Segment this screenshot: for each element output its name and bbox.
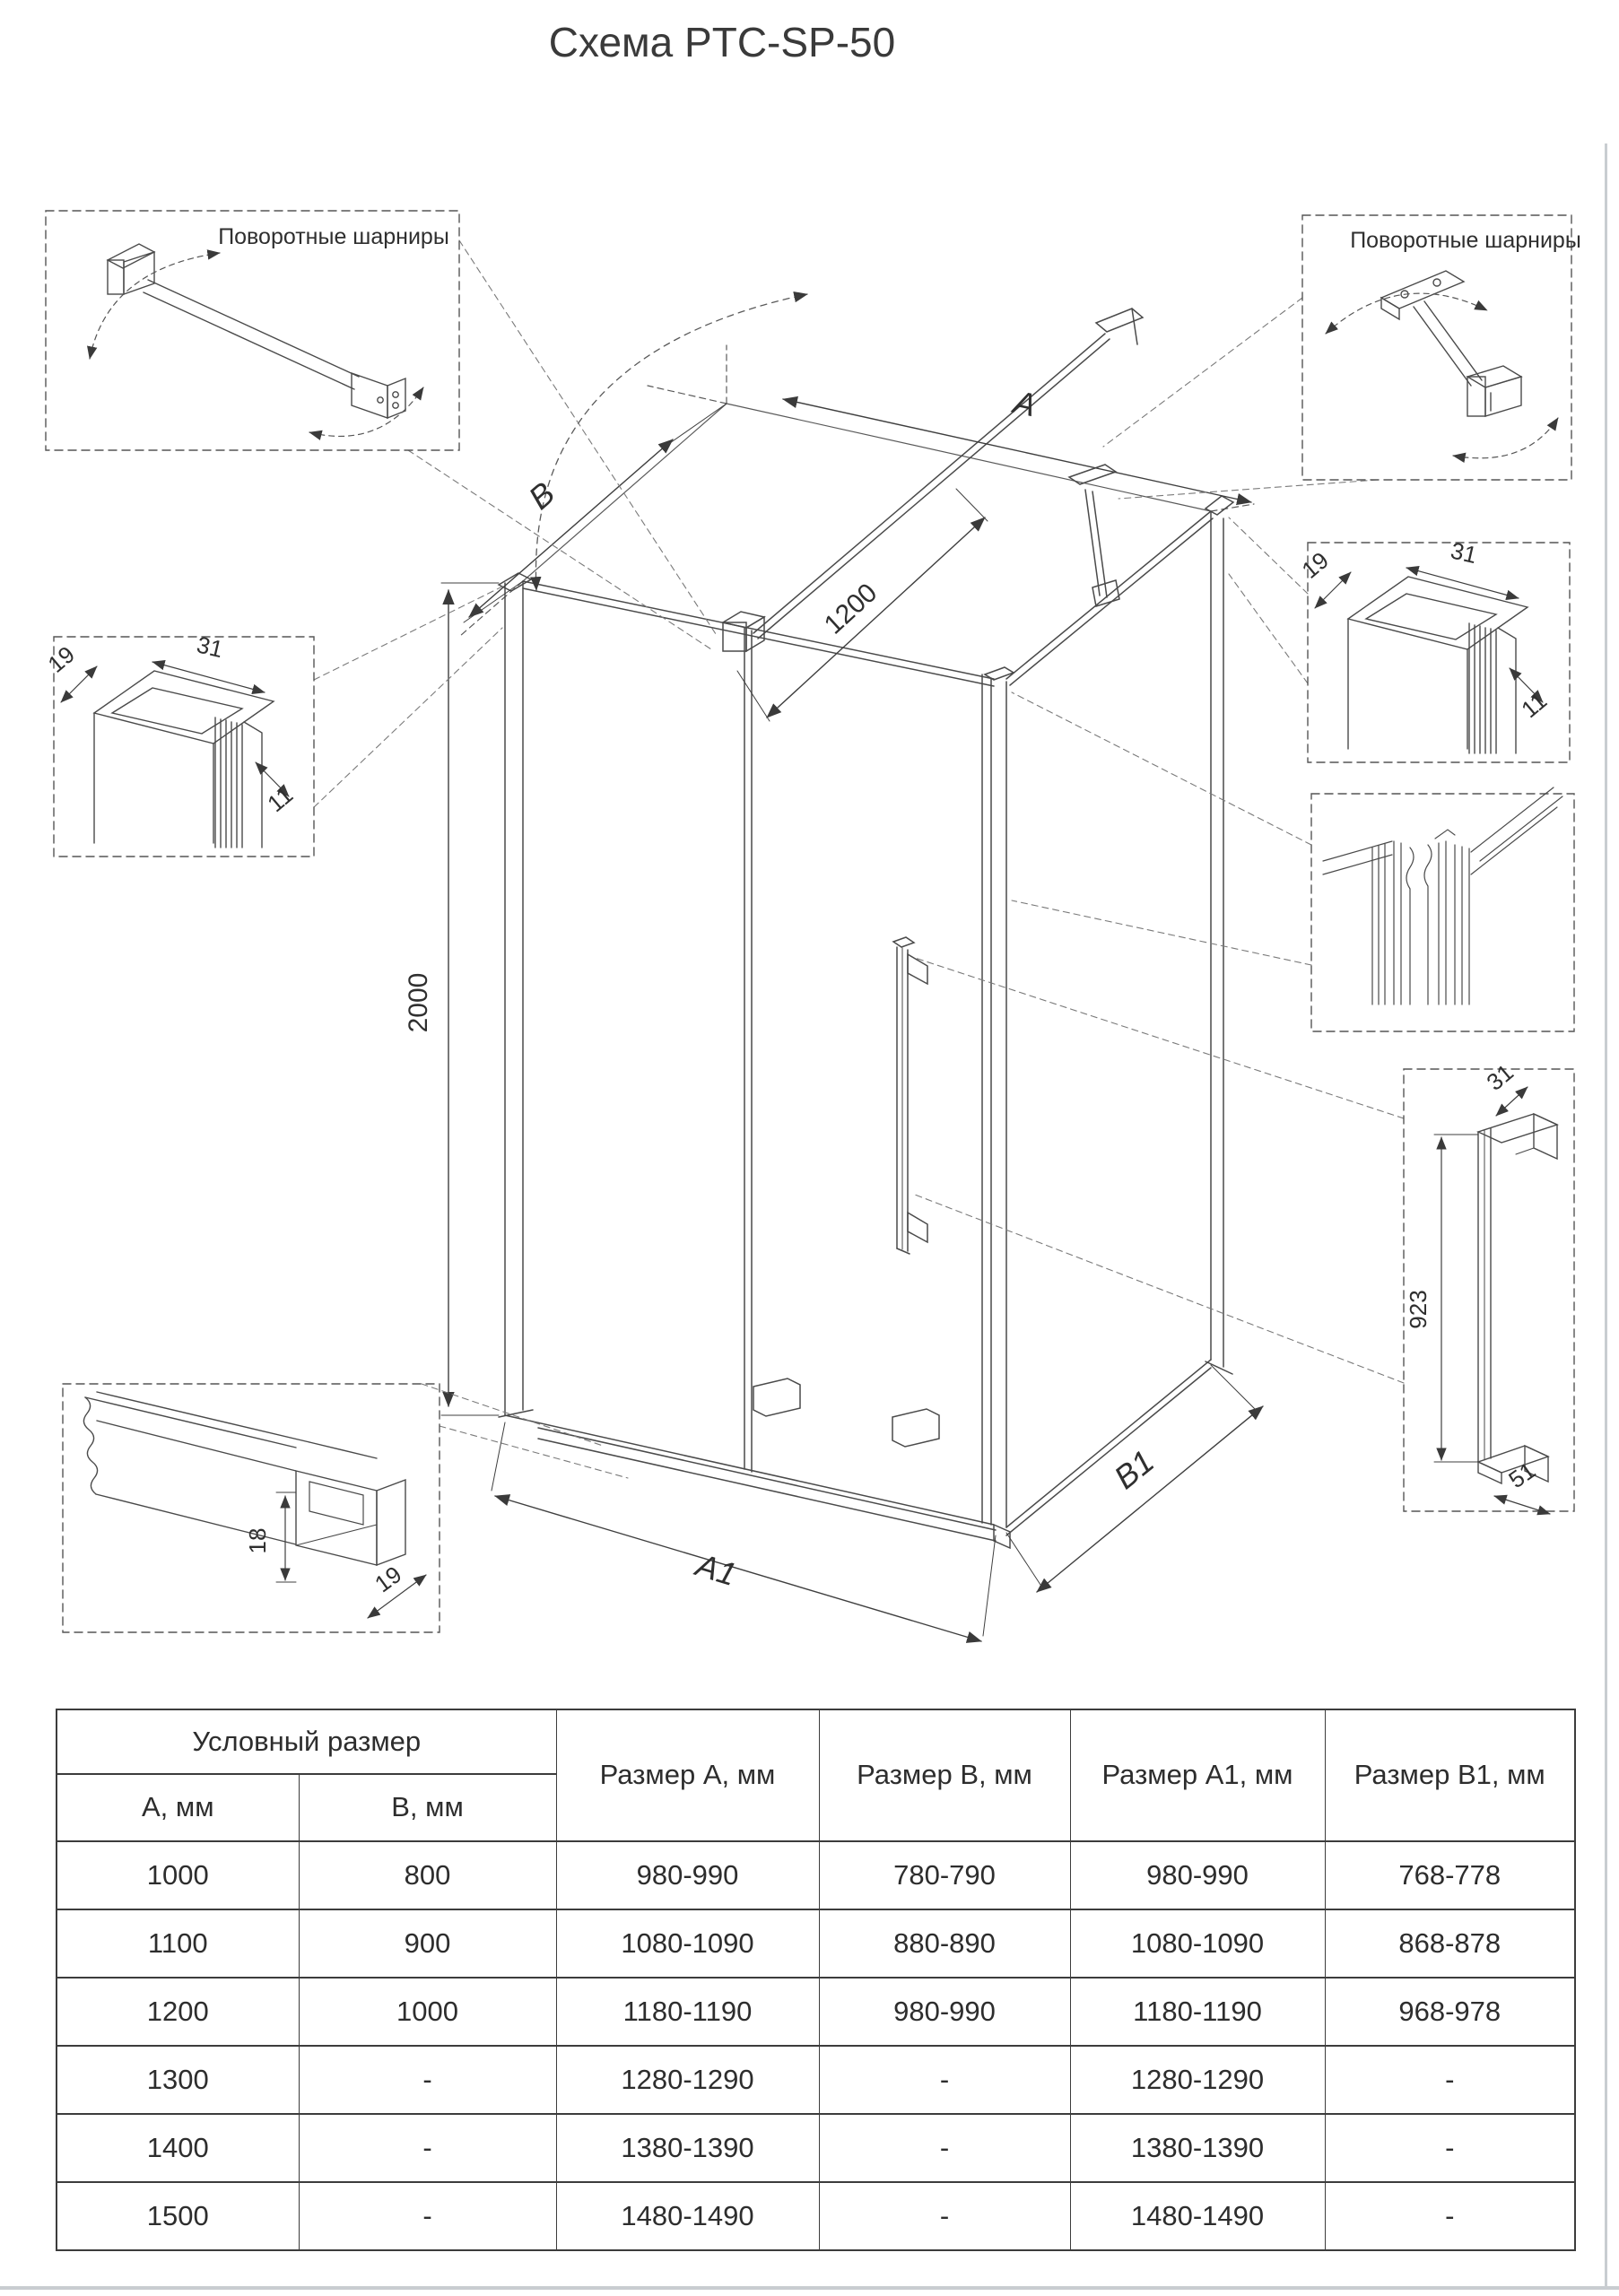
detail-box-handle [1404, 1058, 1574, 1514]
header-size-b1: Размер В1, мм [1325, 1709, 1575, 1841]
header-a-mm: А, мм [57, 1774, 299, 1841]
rail-dim-18: 18 [244, 1527, 271, 1554]
table-row [57, 2046, 1575, 2114]
hinge-right-label: Поворотные шарниры [1350, 228, 1581, 253]
table-cell: 900 [299, 1909, 556, 1978]
table-cell: 1380-1390 [1070, 2114, 1325, 2182]
handle-dim-51: 51 [1503, 1457, 1541, 1494]
table-row [57, 1978, 1575, 2046]
table-cell: - [819, 2046, 1070, 2114]
detail-box-wall-profile-left [42, 631, 314, 857]
header-nominal-size: Условный размер [57, 1709, 556, 1774]
header-b-mm: В, мм [299, 1774, 556, 1841]
table-row [57, 1841, 1575, 1909]
table-cell: - [819, 2182, 1070, 2250]
table-cell: 1100 [57, 1909, 299, 1978]
table-cell: 1480-1490 [1070, 2182, 1325, 2250]
page-title: Схема PTC-SP-50 [548, 19, 896, 65]
rail-dim-19: 19 [370, 1561, 407, 1598]
table-row [57, 1909, 1575, 1978]
table-cell: - [299, 2114, 556, 2182]
page-edge-bottom [0, 2286, 1619, 2290]
table-cell: 1180-1190 [556, 1978, 819, 2046]
detail-box-wall-profile-right [1296, 536, 1570, 762]
table-cell: 980-990 [1070, 1841, 1325, 1909]
header-size-a: Размер А, мм [556, 1709, 819, 1841]
profile-right-dim-31: 31 [1448, 536, 1480, 570]
table-cell: - [819, 2114, 1070, 2182]
hinge-left-label: Поворотные шарниры [218, 224, 449, 249]
detail-box-hinge-left [46, 211, 459, 450]
shower-enclosure-isometric [460, 309, 1254, 1548]
table-row [57, 2182, 1575, 2250]
table-cell: 1180-1190 [1070, 1978, 1325, 2046]
table-cell: - [299, 2046, 556, 2114]
table-cell: 1080-1090 [1070, 1909, 1325, 1978]
table-cell: - [1325, 2182, 1575, 2250]
table-cell: 980-990 [556, 1841, 819, 1909]
detail-box-bottom-rail [63, 1384, 440, 1632]
table-cell: 800 [299, 1841, 556, 1909]
table-cell: 1280-1290 [556, 2046, 819, 2114]
table-cell: 780-790 [819, 1841, 1070, 1909]
profile-left-dim-11: 11 [262, 780, 299, 818]
dim-1200-label: 1200 [818, 578, 883, 640]
table-row [57, 2114, 1575, 2182]
dim-a-label: A [1010, 383, 1040, 424]
table-cell: 1480-1490 [556, 2182, 819, 2250]
table-cell: - [1325, 2046, 1575, 2114]
table-cell: 968-978 [1325, 1978, 1575, 2046]
size-table [56, 1709, 1576, 2251]
profile-right-dim-11: 11 [1516, 686, 1553, 724]
main-dimension-labels [404, 383, 1161, 1593]
table-cell: - [1325, 2114, 1575, 2182]
table-cell: 1200 [57, 1978, 299, 2046]
table-cell: 1400 [57, 2114, 299, 2182]
profile-left-dim-19: 19 [42, 640, 80, 678]
table-cell: 1000 [57, 1841, 299, 1909]
table-cell: 880-890 [819, 1909, 1070, 1978]
handle-dim-923: 923 [1405, 1290, 1432, 1329]
dim-b1-label: B1 [1107, 1442, 1162, 1497]
detail-leader-lines [314, 240, 1404, 1478]
handle-dim-31: 31 [1481, 1058, 1519, 1096]
table-cell: 1500 [57, 2182, 299, 2250]
header-size-b: Размер В, мм [819, 1709, 1070, 1841]
dim-b-label: B [521, 474, 562, 517]
table-cell: 1080-1090 [556, 1909, 819, 1978]
page-edge-right [1605, 144, 1607, 2287]
detail-box-door-seal [1311, 787, 1574, 1031]
table-cell: 768-778 [1325, 1841, 1575, 1909]
profile-left-dim-31: 31 [194, 631, 226, 664]
dim-a1-label: A1 [692, 1546, 741, 1594]
table-cell: 868-878 [1325, 1909, 1575, 1978]
header-size-a1: Размер А1, мм [1070, 1709, 1325, 1841]
table-header-row-1 [57, 1709, 1575, 1774]
dim-2000-label: 2000 [404, 972, 433, 1033]
table-cell: - [299, 2182, 556, 2250]
table-cell: 1380-1390 [556, 2114, 819, 2182]
profile-right-dim-19: 19 [1296, 546, 1334, 584]
table-cell: 1300 [57, 2046, 299, 2114]
table-cell: 1000 [299, 1978, 556, 2046]
table-cell: 1280-1290 [1070, 2046, 1325, 2114]
table-cell: 980-990 [819, 1978, 1070, 2046]
detail-box-hinge-right [1302, 215, 1581, 480]
